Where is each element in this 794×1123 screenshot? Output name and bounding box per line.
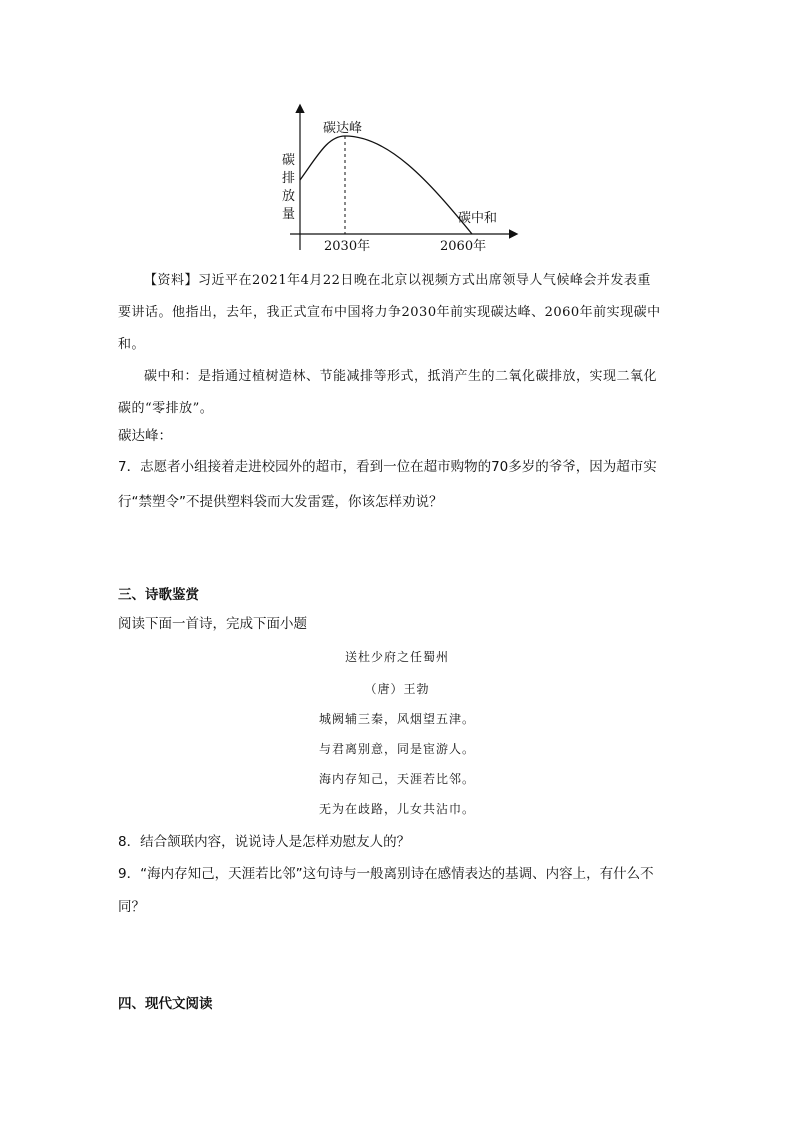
definition-line-2: 碳的“零排放”。 [118, 401, 214, 416]
poem-author: （唐）王勃 [364, 682, 430, 696]
poem-line-1: 城阙辅三秦，风烟望五津。 [318, 712, 475, 726]
y-label-char-2: 排 [282, 171, 296, 186]
poem-line-3: 海内存知己，天涯若比邻。 [318, 772, 475, 786]
y-label-char-1: 碳 [282, 153, 296, 168]
carbon-emission-chart [278, 100, 528, 260]
question-7-line-1: 7．志愿者小组接着走进校园外的超市，看到一位在超市购物的70多岁的爷爷，因为超市实 [118, 459, 657, 475]
section-3-intro: 阅读下面一首诗，完成下面小题 [118, 616, 307, 632]
material-paragraph [118, 265, 678, 425]
definition-line-1: 碳中和：是指通过植树造林、节能减排等形式，抵消产生的二氧化碳排放，实现二氧化 [144, 369, 658, 384]
material-line-3: 和。 [118, 337, 146, 352]
poem-title: 送杜少府之任蜀州 [344, 650, 449, 664]
x-tick-2060: 2060年 [440, 239, 487, 254]
fill-prompt: 碳达峰： [118, 428, 172, 444]
y-label-char-4: 量 [282, 207, 296, 222]
material-line-1 [118, 265, 678, 297]
material-line-2: 要讲话。他指出，去年，我正式宣布中国将力争2030年前实现碳达峰、2060年前实现碳中 [118, 305, 661, 320]
poem-line-2: 与君离别意，同是宦游人。 [318, 742, 475, 756]
neutral-annotation: 碳中和 [458, 211, 498, 226]
question-7-line-2: 行“禁塑令”不提供塑料袋而大发雷霆，你该怎样劝说？ [118, 494, 443, 510]
question-9-line-1: 9．“海内存知己，天涯若比邻”这句诗与一般离别诗在感情表达的基调、内容上，有什么不 [118, 866, 654, 882]
question-9-line-2: 同？ [118, 899, 145, 915]
material-label: 【资料】 [144, 273, 199, 288]
peak-annotation: 碳达峰 [323, 121, 363, 136]
section-4-heading: 四、现代文阅读 [118, 996, 213, 1012]
poem-line-4: 无为在歧路，儿女共沾巾。 [318, 802, 475, 816]
emission-curve [300, 136, 472, 234]
x-tick-2030: 2030年 [324, 239, 371, 254]
section-3-heading: 三、诗歌鉴赏 [118, 587, 199, 603]
material-text-1: 习近平在2021年4月22日晚在北京以视频方式出席领导人气候峰会并发表重 [198, 273, 651, 288]
y-label-char-3: 放 [282, 189, 296, 204]
question-8: 8．结合颔联内容，说说诗人是怎样劝慰友人的？ [118, 834, 411, 850]
